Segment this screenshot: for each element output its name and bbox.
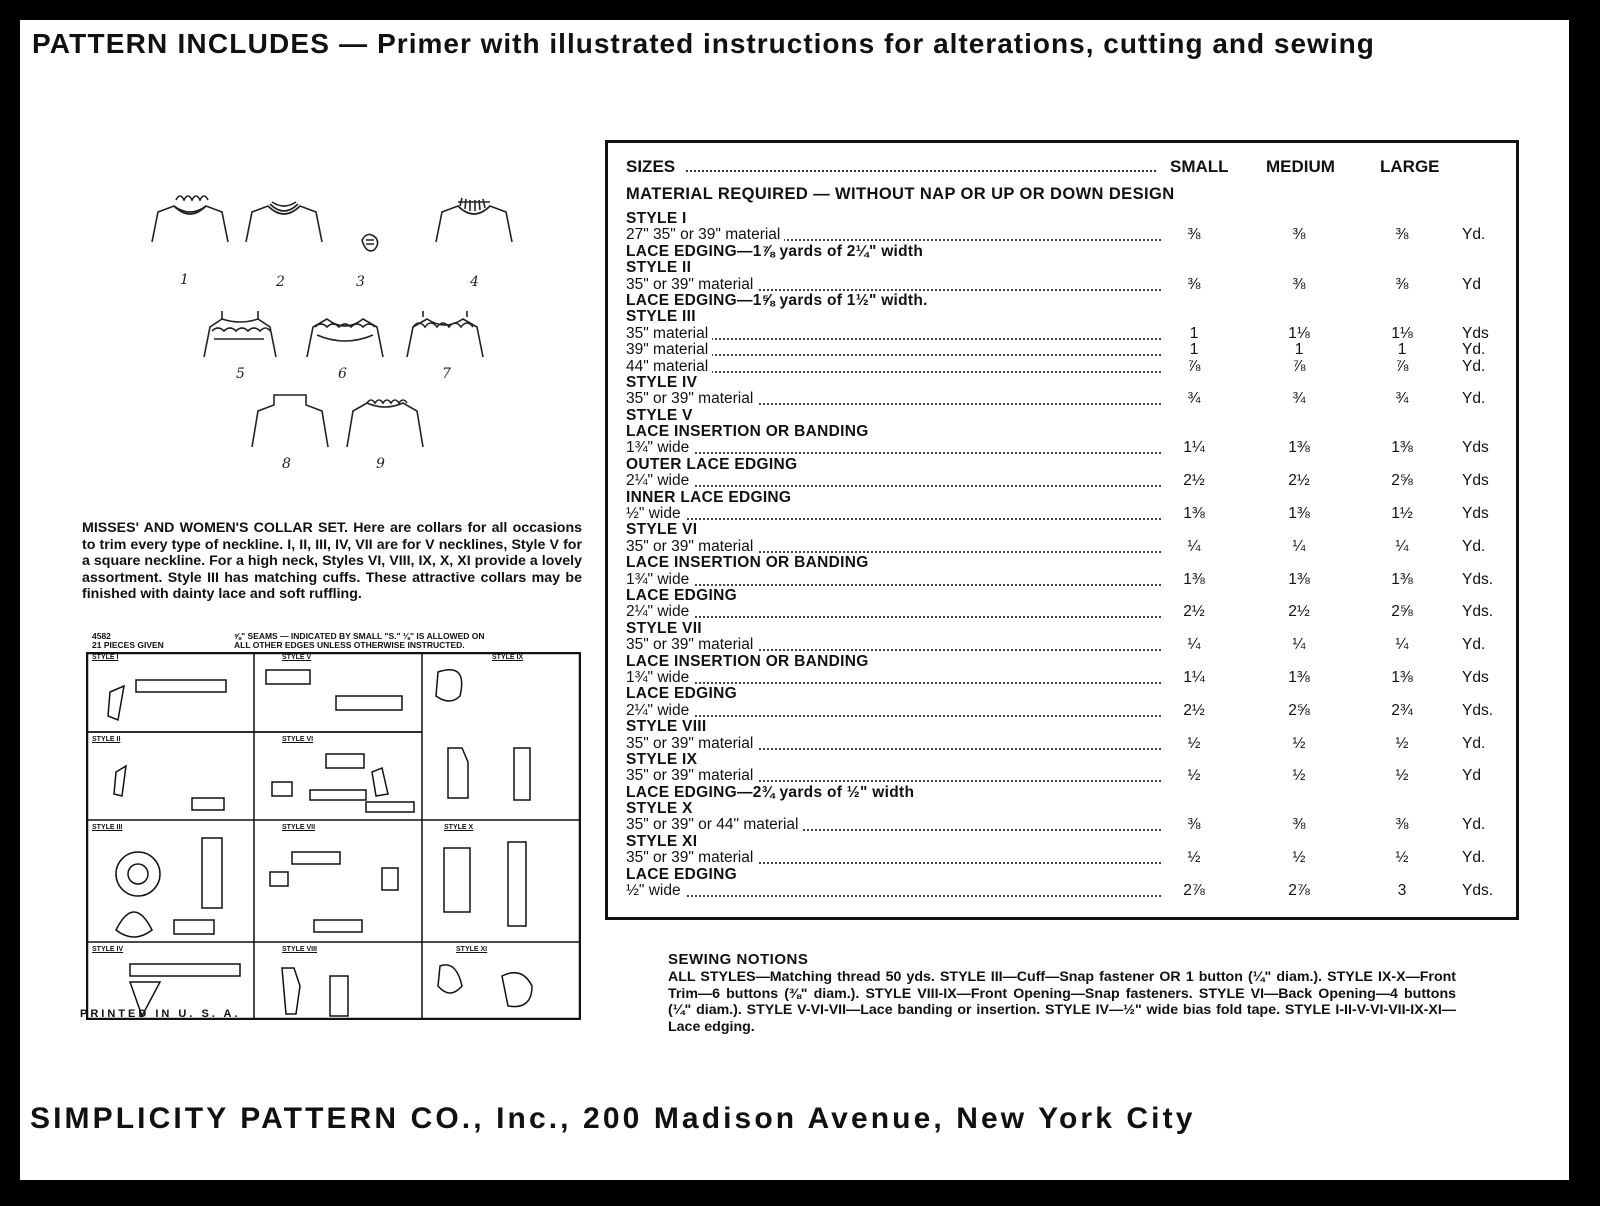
value-large: ⅜ bbox=[1395, 816, 1409, 834]
row-label: STYLE VII bbox=[626, 621, 706, 637]
collar-number: 2 bbox=[276, 274, 285, 290]
table-section-heading bbox=[626, 490, 1514, 506]
value-large: ⅞ bbox=[1395, 357, 1409, 375]
collar-sketch-3-cuff bbox=[362, 234, 378, 250]
leader-dots bbox=[646, 584, 1161, 586]
row-label: LACE EDGING bbox=[626, 867, 741, 883]
collar-sketch-7 bbox=[407, 311, 483, 357]
value-small: 2½ bbox=[1183, 472, 1205, 490]
value-medium: ¾ bbox=[1292, 390, 1306, 408]
publisher-footer: SIMPLICITY PATTERN CO., Inc., 200 Madison Avenue, New York City bbox=[30, 1102, 1196, 1135]
table-row bbox=[626, 883, 1514, 899]
row-label: ½" wide bbox=[626, 883, 685, 899]
layout-style-label: STYLE VI bbox=[282, 736, 314, 743]
layout-style-label: STYLE I bbox=[92, 654, 119, 661]
table-section-heading bbox=[626, 408, 1514, 424]
value-large: ½ bbox=[1395, 767, 1409, 785]
table-section-heading bbox=[626, 211, 1514, 227]
collar-sketch-6 bbox=[307, 319, 383, 357]
leader-dots bbox=[646, 485, 1161, 487]
value-medium: 1⅜ bbox=[1288, 570, 1310, 588]
collar-sketch-1 bbox=[152, 196, 228, 242]
table-section-heading bbox=[626, 752, 1514, 768]
layout-header bbox=[86, 632, 581, 652]
material-rows bbox=[626, 211, 1514, 899]
collar-sketch-4 bbox=[436, 198, 512, 242]
value-unit: Yd. bbox=[1462, 849, 1486, 867]
value-medium: ⅞ bbox=[1292, 357, 1306, 375]
value-small: ⅜ bbox=[1187, 816, 1201, 834]
table-section-heading bbox=[626, 621, 1514, 637]
row-label: STYLE IV bbox=[626, 375, 701, 391]
row-label: STYLE VI bbox=[626, 522, 701, 538]
table-row bbox=[626, 670, 1514, 686]
value-medium: 1⅜ bbox=[1288, 505, 1310, 523]
value-unit: Yd. bbox=[1462, 636, 1486, 654]
value-large: 2⅝ bbox=[1391, 603, 1413, 621]
collar-sketches bbox=[150, 182, 530, 482]
table-row bbox=[626, 391, 1514, 407]
value-unit: Yds bbox=[1462, 505, 1489, 523]
value-unit: Yds bbox=[1462, 324, 1489, 342]
table-section-heading bbox=[626, 375, 1514, 391]
sewing-notions-text: ALL STYLES—Matching thread 50 yds. STYLE III—Cuff—Snap fastener OR 1 button (¼" diam.). STYLE IX-X—Front Trim—6 buttons (⅜" diam.). STYLE VIII-IX—Front Opening—Snap fasteners. STYLE VI—Back Opening—4 buttons (¼" diam.). STYLE V-VI-VII—Lace banding or insertion. STYLE IV—½" wide bias fold tape. STYLE I-II-V-VI-VII-IX-XI—Lace edging. bbox=[668, 968, 1456, 1036]
value-medium: ⅜ bbox=[1292, 275, 1306, 293]
layout-style-label: STYLE XI bbox=[456, 946, 488, 953]
layout-style-label: STYLE IX bbox=[492, 654, 524, 661]
row-label: LACE EDGING—2¾ yards of ½" width bbox=[626, 785, 918, 801]
row-label: 2¼" wide bbox=[626, 473, 693, 489]
layout-diagram bbox=[86, 652, 581, 1020]
leader-dots bbox=[646, 338, 1161, 340]
value-large: 1⅜ bbox=[1391, 439, 1413, 457]
layout-style-label: STYLE V bbox=[282, 654, 312, 661]
headline-lead: PATTERN INCLUDES — bbox=[32, 28, 369, 59]
table-section-heading bbox=[626, 719, 1514, 735]
value-small: 1 bbox=[1189, 341, 1199, 359]
value-medium: 1⅜ bbox=[1288, 668, 1310, 686]
value-unit: Yd. bbox=[1462, 226, 1486, 244]
value-large: 2¾ bbox=[1391, 701, 1413, 719]
leader-dots bbox=[646, 682, 1161, 684]
value-medium: 2⅝ bbox=[1288, 701, 1310, 719]
row-label: 1¾" wide bbox=[626, 440, 693, 456]
row-label: LACE EDGING—1⅞ yards of 2¼" width bbox=[626, 244, 927, 260]
table-section-heading bbox=[626, 686, 1514, 702]
row-label: 2¼" wide bbox=[626, 604, 693, 620]
column-medium: MEDIUM bbox=[1266, 157, 1335, 176]
collar-sketch-5 bbox=[204, 311, 276, 357]
leader-dots bbox=[646, 715, 1161, 717]
value-medium: ⅜ bbox=[1292, 816, 1306, 834]
table-row bbox=[626, 277, 1514, 293]
value-medium: ⅜ bbox=[1292, 226, 1306, 244]
value-large: 1⅜ bbox=[1391, 570, 1413, 588]
value-medium: ½ bbox=[1292, 849, 1306, 867]
table-row bbox=[626, 850, 1514, 866]
table-row bbox=[626, 604, 1514, 620]
table-row bbox=[626, 506, 1514, 522]
row-label: 27" 35" or 39" material bbox=[626, 227, 784, 243]
value-medium: 2½ bbox=[1288, 472, 1310, 490]
value-small: 2⅞ bbox=[1183, 882, 1205, 900]
row-label: STYLE III bbox=[626, 309, 700, 325]
value-small: ¼ bbox=[1187, 636, 1201, 654]
value-small: 1¼ bbox=[1183, 439, 1205, 457]
value-small: 1¼ bbox=[1183, 668, 1205, 686]
layout-style-label: STYLE VII bbox=[282, 824, 316, 831]
value-small: ⅜ bbox=[1187, 226, 1201, 244]
value-medium: 1⅛ bbox=[1288, 324, 1310, 342]
leader-dots bbox=[646, 895, 1161, 897]
material-requirements-table bbox=[605, 140, 1519, 920]
table-row bbox=[626, 736, 1514, 752]
row-label: 35" or 39" material bbox=[626, 850, 757, 866]
value-unit: Yd. bbox=[1462, 390, 1486, 408]
value-medium: 2⅞ bbox=[1288, 882, 1310, 900]
value-small: ½ bbox=[1187, 734, 1201, 752]
value-medium: ½ bbox=[1292, 767, 1306, 785]
value-small: 1⅜ bbox=[1183, 505, 1205, 523]
value-large: ¼ bbox=[1395, 636, 1409, 654]
value-large: 3 bbox=[1397, 882, 1407, 900]
table-section-heading bbox=[626, 309, 1514, 325]
value-small: 1⅜ bbox=[1183, 570, 1205, 588]
printed-in-usa: PRINTED IN U. S. A. bbox=[80, 1008, 241, 1020]
collar-number: 8 bbox=[282, 456, 291, 472]
row-label: 35" or 39" material bbox=[626, 539, 757, 555]
collar-sketch-9 bbox=[347, 400, 423, 447]
value-large: 1⅛ bbox=[1391, 324, 1413, 342]
table-row bbox=[626, 572, 1514, 588]
row-label: STYLE X bbox=[626, 801, 697, 817]
value-unit: Yds bbox=[1462, 472, 1489, 490]
collar-number: 3 bbox=[356, 274, 365, 290]
table-section-heading bbox=[626, 522, 1514, 538]
table-row bbox=[626, 768, 1514, 784]
value-unit: Yd. bbox=[1462, 816, 1486, 834]
row-label: 35" or 39" material bbox=[626, 391, 757, 407]
layout-style-label: STYLE II bbox=[92, 736, 121, 743]
table-section-heading bbox=[626, 654, 1514, 670]
value-small: ⅞ bbox=[1187, 357, 1201, 375]
table-row bbox=[626, 326, 1514, 342]
sewing-notions-title: SEWING NOTIONS bbox=[668, 951, 809, 968]
table-row bbox=[626, 342, 1514, 358]
value-unit: Yds bbox=[1462, 668, 1489, 686]
value-medium: ½ bbox=[1292, 734, 1306, 752]
value-medium: 2½ bbox=[1288, 603, 1310, 621]
value-unit: Yds. bbox=[1462, 701, 1494, 719]
row-label: LACE EDGING bbox=[626, 686, 741, 702]
value-large: ¾ bbox=[1395, 390, 1409, 408]
layout-seams-note-1: ⅝" SEAMS — INDICATED BY SMALL "S." ⅛" IS ALLOWED ON bbox=[234, 631, 485, 641]
value-small: ½ bbox=[1187, 849, 1201, 867]
leader-dots bbox=[646, 518, 1161, 520]
value-small: 1 bbox=[1189, 324, 1199, 342]
table-section-heading bbox=[626, 293, 1514, 309]
value-large: 1 bbox=[1397, 341, 1407, 359]
value-medium: 1 bbox=[1294, 341, 1304, 359]
value-unit: Yds. bbox=[1462, 570, 1494, 588]
value-unit: Yd. bbox=[1462, 537, 1486, 555]
row-label: 35" or 39" material bbox=[626, 637, 757, 653]
row-label: STYLE IX bbox=[626, 752, 701, 768]
pattern-description: MISSES' AND WOMEN'S COLLAR SET. Here are collars for all occasions to trim every type of neckline. I, II, III, IV, VII are for V necklines, Style V for a square neckline. For a high neck, Styles VI, VIII, IX, X, XI provide a lovely assortment. Style III has matching cuffs. These attractive collars may be finished with dainty lace and soft ruffling. bbox=[82, 520, 582, 603]
value-medium: 1⅜ bbox=[1288, 439, 1310, 457]
row-label: 1¾" wide bbox=[626, 572, 693, 588]
table-row bbox=[626, 473, 1514, 489]
page-headline bbox=[32, 28, 1375, 60]
value-unit: Yd. bbox=[1462, 341, 1486, 359]
value-large: 1⅜ bbox=[1391, 668, 1413, 686]
table-row bbox=[626, 637, 1514, 653]
piece-layout-chart bbox=[86, 632, 581, 1020]
sizes-header-row bbox=[626, 157, 1516, 179]
table-section-heading bbox=[626, 801, 1514, 817]
collar-number: 9 bbox=[376, 456, 385, 472]
table-section-heading bbox=[626, 834, 1514, 850]
collar-sketch-2 bbox=[246, 202, 322, 242]
value-large: ¼ bbox=[1395, 537, 1409, 555]
table-section-heading bbox=[626, 244, 1514, 260]
table-row bbox=[626, 227, 1514, 243]
row-label: 35" or 39" material bbox=[626, 768, 757, 784]
leader-dots bbox=[646, 354, 1161, 356]
row-label: STYLE I bbox=[626, 211, 691, 227]
value-unit: Yd. bbox=[1462, 357, 1486, 375]
value-large: ½ bbox=[1395, 849, 1409, 867]
value-large: ½ bbox=[1395, 734, 1409, 752]
leader-dots bbox=[686, 170, 1156, 172]
table-row bbox=[626, 539, 1514, 555]
value-small: 2½ bbox=[1183, 701, 1205, 719]
row-label: 44" material bbox=[626, 359, 712, 375]
sizes-label: SIZES bbox=[626, 157, 676, 176]
value-small: ¾ bbox=[1187, 390, 1201, 408]
layout-style-label: STYLE III bbox=[92, 824, 123, 831]
table-row bbox=[626, 703, 1514, 719]
column-large: LARGE bbox=[1380, 157, 1440, 176]
table-row bbox=[626, 817, 1514, 833]
collar-illustrations bbox=[150, 182, 530, 482]
material-required-heading: MATERIAL REQUIRED — WITHOUT NAP OR UP OR DOWN DESIGN bbox=[626, 185, 1175, 203]
collar-sketch-8 bbox=[252, 395, 328, 447]
row-label: STYLE II bbox=[626, 260, 695, 276]
collar-number: 6 bbox=[338, 366, 347, 382]
row-label: STYLE VIII bbox=[626, 719, 711, 735]
value-unit: Yds. bbox=[1462, 882, 1494, 900]
value-unit: Yds. bbox=[1462, 603, 1494, 621]
value-large: 2⅝ bbox=[1391, 472, 1413, 490]
row-label: STYLE V bbox=[626, 408, 697, 424]
headline-rest: Primer with illustrated instructions for alterations, cutting and sewing bbox=[368, 28, 1375, 59]
collar-number: 5 bbox=[236, 366, 245, 382]
value-small: ½ bbox=[1187, 767, 1201, 785]
row-label: STYLE XI bbox=[626, 834, 701, 850]
table-section-heading bbox=[626, 785, 1514, 801]
row-label: LACE EDGING—1⅝ yards of 1½" width. bbox=[626, 293, 932, 309]
leader-dots bbox=[646, 371, 1161, 373]
leader-dots bbox=[646, 452, 1161, 454]
row-label: INNER LACE EDGING bbox=[626, 490, 795, 506]
row-label: LACE INSERTION OR BANDING bbox=[626, 654, 873, 670]
pattern-envelope-back bbox=[20, 20, 1569, 1180]
table-section-heading bbox=[626, 424, 1514, 440]
layout-style-label: STYLE IV bbox=[92, 946, 124, 953]
value-large: ⅜ bbox=[1395, 226, 1409, 244]
row-label: 35" or 39" material bbox=[626, 277, 757, 293]
layout-seams-note-2: ALL OTHER EDGES UNLESS OTHERWISE INSTRUCTED. bbox=[234, 640, 465, 650]
leader-dots bbox=[646, 616, 1161, 618]
layout-pieces-given: 21 PIECES GIVEN bbox=[92, 640, 164, 650]
row-label: 35" or 39" or 44" material bbox=[626, 817, 802, 833]
column-small: SMALL bbox=[1170, 157, 1229, 176]
table-section-heading bbox=[626, 867, 1514, 883]
value-medium: ¼ bbox=[1292, 636, 1306, 654]
layout-pattern-number: 4582 bbox=[92, 631, 111, 641]
row-label: 35" or 39" material bbox=[626, 736, 757, 752]
value-unit: Yds bbox=[1462, 439, 1489, 457]
row-label: OUTER LACE EDGING bbox=[626, 457, 801, 473]
row-label: LACE INSERTION OR BANDING bbox=[626, 555, 873, 571]
row-label: LACE INSERTION OR BANDING bbox=[626, 424, 873, 440]
value-unit: Yd bbox=[1462, 275, 1481, 293]
collar-number: 1 bbox=[180, 272, 189, 288]
row-label: 1¾" wide bbox=[626, 670, 693, 686]
table-row bbox=[626, 440, 1514, 456]
layout-style-label: STYLE VIII bbox=[282, 946, 318, 953]
value-small: ⅜ bbox=[1187, 275, 1201, 293]
value-unit: Yd. bbox=[1462, 734, 1486, 752]
layout-grid bbox=[86, 652, 581, 1020]
table-section-heading bbox=[626, 588, 1514, 604]
value-small: ¼ bbox=[1187, 537, 1201, 555]
collar-number: 7 bbox=[442, 366, 451, 382]
layout-style-label: STYLE X bbox=[444, 824, 474, 831]
value-unit: Yd bbox=[1462, 767, 1481, 785]
row-label: 2¼" wide bbox=[626, 703, 693, 719]
row-label: LACE EDGING bbox=[626, 588, 741, 604]
sewing-notions bbox=[668, 952, 1456, 1036]
table-row bbox=[626, 359, 1514, 375]
value-large: 1½ bbox=[1391, 505, 1413, 523]
row-label: 35" material bbox=[626, 326, 712, 342]
value-large: ⅜ bbox=[1395, 275, 1409, 293]
value-medium: ¼ bbox=[1292, 537, 1306, 555]
row-label: ½" wide bbox=[626, 506, 685, 522]
row-label: 39" material bbox=[626, 342, 712, 358]
table-section-heading bbox=[626, 457, 1514, 473]
value-small: 2½ bbox=[1183, 603, 1205, 621]
table-section-heading bbox=[626, 260, 1514, 276]
collar-number: 4 bbox=[470, 274, 479, 290]
table-section-heading bbox=[626, 555, 1514, 571]
